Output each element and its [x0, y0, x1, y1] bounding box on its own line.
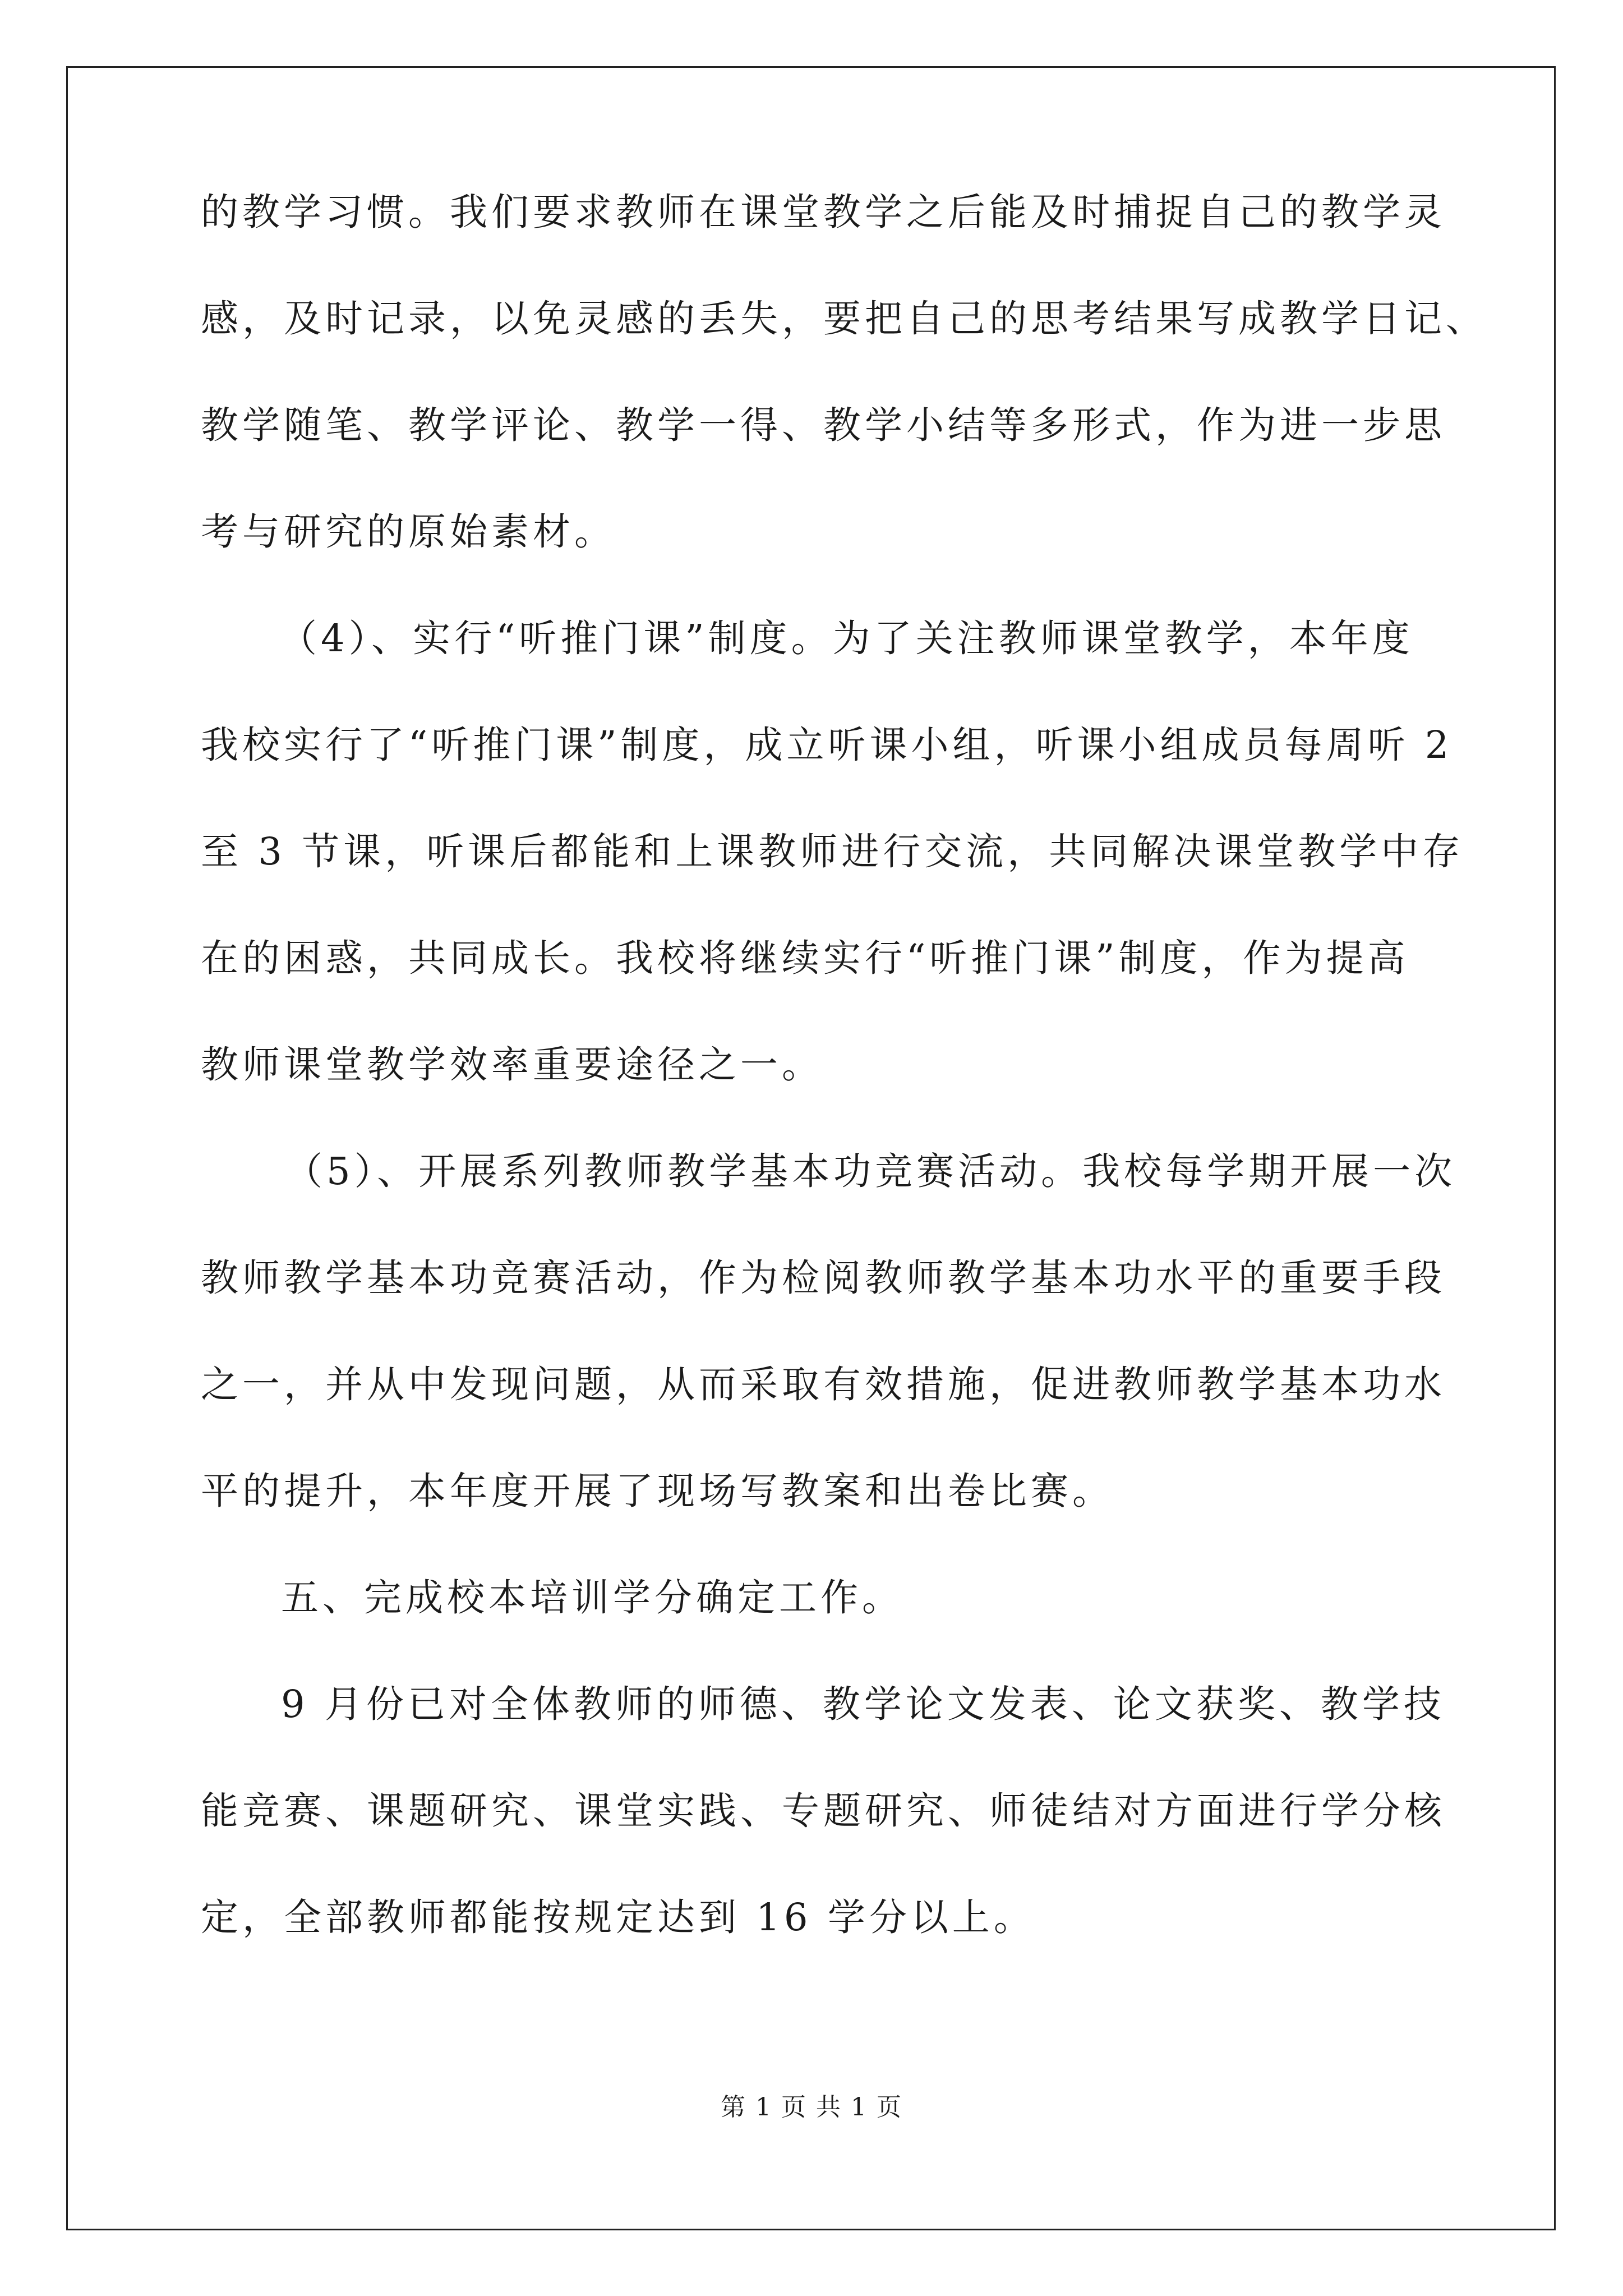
text-line: 之一，并从中发现问题，从而采取有效措施，促进教师教学基本功水 [201, 1363, 1446, 1406]
page-footer: 第 1 页 共 1 页 [721, 2093, 902, 2122]
text-line: 感，及时记录，以免灵感的丢失，要把自己的思考结果写成教学日记、 [201, 297, 1487, 341]
paragraph-5-start: （5）、开展系列教师教学基本功竞赛活动。我校每学期开展一次 [285, 1149, 1456, 1193]
text-line: 教学随笔、教学评论、教学一得、教学小结等多形式，作为进一步思 [201, 403, 1446, 447]
text-line: 定，全部教师都能按规定达到 16 学分以上。 [201, 1895, 1035, 1939]
text-line: 能竞赛、课题研究、课堂实践、专题研究、师徒结对方面进行学分核 [201, 1789, 1446, 1833]
document-body [201, 190, 1487, 2005]
section-heading: 五、完成校本培训学分确定工作。 [281, 1576, 903, 1619]
text-line: 考与研究的原始素材。 [201, 510, 616, 554]
text-line: 平的提升，本年度开展了现场写教案和出卷比赛。 [201, 1469, 1114, 1513]
text-line: 教师课堂教学效率重要途径之一。 [201, 1043, 823, 1087]
text-line: 在的困惑，共同成长。我校将继续实行“听推门课”制度，作为提高 [201, 936, 1409, 980]
text-line: 至 3 节课，听课后都能和上课教师进行交流，共同解决课堂教学中存 [201, 830, 1464, 873]
text-line: 教师教学基本功竞赛活动，作为检阅教师教学基本功水平的重要手段 [201, 1256, 1446, 1300]
text-line: 我校实行了“听推门课”制度，成立听课小组，听课小组成员每周听 2 [201, 723, 1453, 767]
paragraph-credits-start: 9 月份已对全体教师的师德、教学论文发表、论文获奖、教学技 [281, 1682, 1445, 1726]
paragraph-4-start: （4）、实行“听推门课”制度。为了关注教师课堂教学，本年度 [279, 616, 1414, 660]
text-line: 的教学习惯。我们要求教师在课堂教学之后能及时捕捉自己的教学灵 [201, 190, 1446, 234]
